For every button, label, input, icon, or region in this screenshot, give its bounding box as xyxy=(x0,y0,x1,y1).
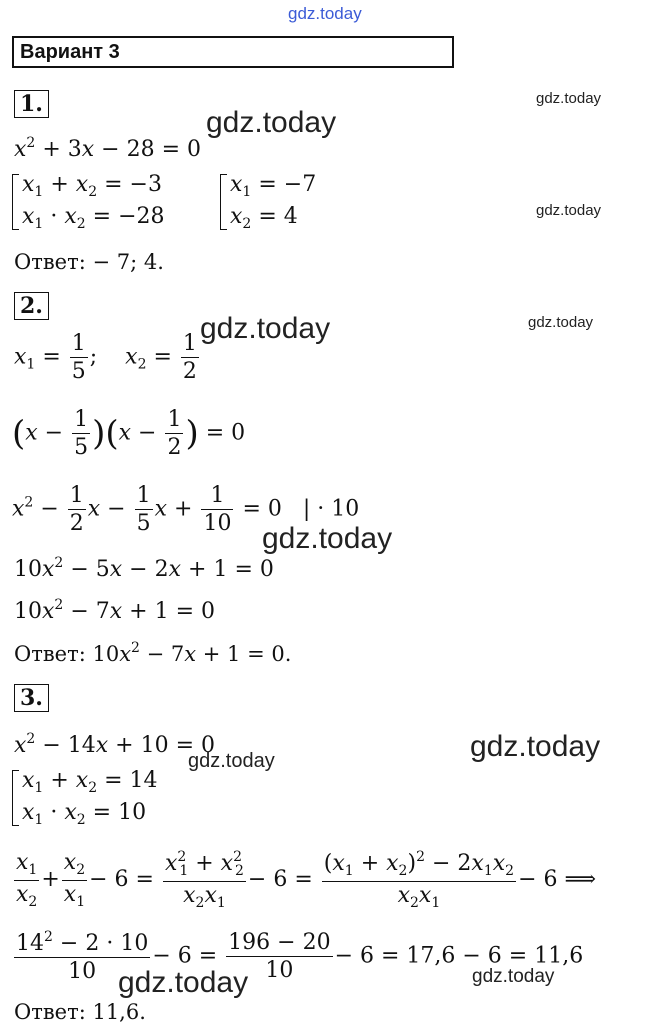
task-2-answer: Ответ: $10x^2 - 7x + 1 = 0$. xyxy=(14,640,292,666)
watermark: gdz.today xyxy=(206,106,337,139)
watermark: gdz.today xyxy=(536,90,602,107)
watermark: gdz.today xyxy=(536,202,602,219)
task-3-answer: Ответ: 11,6. xyxy=(14,1000,146,1024)
task-3-transform: $\frac{x_1}{x_2}$ + $\frac{x_2}{x_1}$ − 6 = $\frac{x^2_1 + x^2_2}{x_2x_1}$ − 6 = $\frac{(x_1 + x_2)^2 - 2x_1x_2}{x_2x_1}$ − 6 ⟹ xyxy=(16,849,597,911)
task-2-simplified: $10x^2 - 7x + 1 = 0$ xyxy=(14,597,216,624)
task-1-answer: Ответ: − 7; 4. xyxy=(14,250,164,274)
watermark: gdz.today xyxy=(118,966,249,999)
watermark: gdz.today xyxy=(528,314,594,331)
task-1-number: 1. xyxy=(14,90,49,118)
task-3-equation: $x^2 - 14x + 10 = 0$ xyxy=(14,731,216,758)
watermark-top: gdz.today xyxy=(288,4,362,23)
task-2-expanded: $x^2$ − $\frac{1}{2}$ x − $\frac{1}{5}$ x + $\frac{1}{10}$ = 0 | · 10 xyxy=(12,483,360,537)
watermark: gdz.today xyxy=(470,730,601,763)
task-2-roots: $x_1$ = $\frac{1}{5}$ ; $x_2$ = $\frac{1}{2}$ xyxy=(14,331,197,385)
task-3-compute: $\frac{14^2 - 2 \cdot 10}{10}$ − 6 = $\frac{196 - 20}{10}$ − 6 = 17,6 − 6 = 11,6 xyxy=(16,929,584,985)
watermark: gdz.today xyxy=(472,966,555,987)
task-2-multiplied: $10x^2 - 5x - 2x + 1 = 0$ xyxy=(14,555,274,582)
watermark: gdz.today xyxy=(188,750,275,772)
watermark: gdz.today xyxy=(200,312,331,345)
variant-title: Вариант 3 xyxy=(12,36,454,68)
task-3-number: 3. xyxy=(14,684,49,712)
watermark: gdz.today xyxy=(262,522,393,555)
task-2-number: 2. xyxy=(14,292,49,320)
task-2-factored: (x − $\frac{1}{5}$ )(x − $\frac{1}{2}$ ) = 0 xyxy=(12,407,246,461)
task-1-equation: $x^2 + 3x - 28 = 0$ xyxy=(14,135,202,162)
